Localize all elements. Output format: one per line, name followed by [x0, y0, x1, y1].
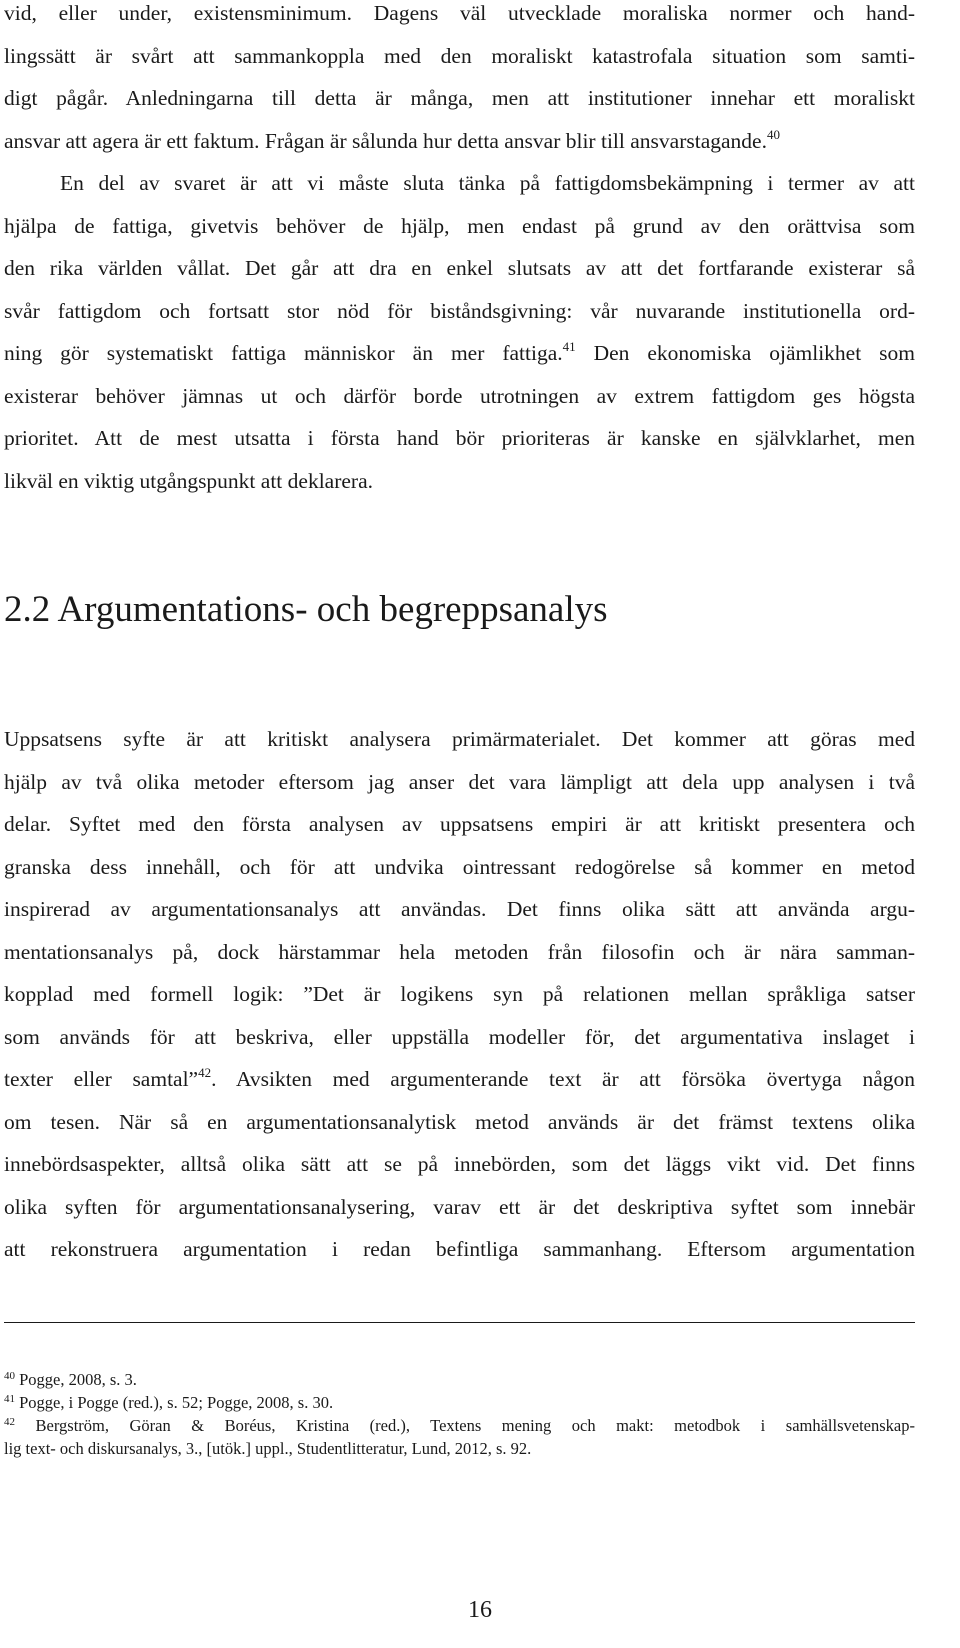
footnote-text: Pogge, i Pogge (red.), s. 52; Pogge, 2008, s. 30.	[19, 1393, 334, 1412]
footnote-42	[4, 1414, 915, 1437]
text-line: olika syften för argumentationsanalysering, varav ett är det deskriptiva syftet som innebär	[4, 1194, 915, 1219]
footnote-42-continued: lig text- och diskursanalys, 3., [utök.] uppl., Studentlitteratur, Lund, 2012, s. 92.	[4, 1439, 532, 1458]
text-segment: ning gör systematiskt fattiga människor än mer fattiga.	[4, 341, 563, 365]
text-segment: . Avsikten med argumenterande text är att försöka övertyga någon	[211, 1067, 915, 1091]
text-segment: Den ekonomiska ojämlikhet som	[575, 341, 915, 365]
footnotes	[4, 1368, 915, 1460]
text-line: delar. Syftet med den första analysen av uppsatsens empiri är att kritiskt presentera och	[4, 812, 915, 836]
text-line: hjälpa de fattiga, givetvis behöver de hjälp, men endast på grund av den orättvisa som	[4, 213, 915, 238]
text-line: Uppsatsens syfte är att kritiskt analysera primärmaterialet. Det kommer att göras med	[4, 727, 915, 751]
text-line: digt pågår. Anledningarna till detta är många, men att institutioner innehar ett moraliskt	[4, 86, 915, 110]
footnote-ref-41: 41	[562, 339, 576, 354]
text-line	[4, 332, 915, 375]
footnote-text: Pogge, 2008, s. 3.	[19, 1370, 137, 1389]
footnote-number: 41	[4, 1393, 15, 1405]
text-line: om tesen. När så en argumentationsanalytisk metod används är det främst textens olika	[4, 1109, 915, 1134]
text-line: innebördsaspekter, alltså olika sätt att se på innebörden, som det läggs vikt vid. Det finns	[4, 1152, 915, 1176]
paragraph-2	[4, 162, 915, 502]
paragraph-3	[4, 718, 915, 1271]
text-segment: texter eller samtal”	[4, 1067, 199, 1091]
text-line: mentationsanalys på, dock härstammar hela metoden från filosofin och är nära samman-	[4, 939, 915, 964]
text-line: En del av svaret är att vi måste sluta tänka på fattigdomsbekämpning i termer av att	[60, 171, 915, 195]
footnote-ref-40: 40	[766, 126, 780, 142]
text-line	[4, 120, 915, 163]
text-line: att rekonstruera argumentation i redan befintliga sammanhang. Eftersom argumentation	[4, 1237, 915, 1261]
footnote-text: Bergström, Göran & Boréus, Kristina (red.), Textens mening och makt: metodbok i samhällsvetenskap-	[35, 1416, 915, 1435]
text-line: svår fattigdom och fortsatt stor nöd för biståndsgivning: vår nuvarande institutionella ord-	[4, 298, 915, 323]
text-line: som används för att beskriva, eller uppställa modeller för, det argumentativa inslaget i	[4, 1024, 915, 1049]
text-line: existerar behöver jämnas ut och därför borde utrotningen av extrem fattigdom ges högsta	[4, 383, 915, 408]
text-line: prioritet. Att de mest utsatta i första hand bör prioriteras är kanske en självklarhet, men	[4, 426, 915, 450]
page-number: 16	[468, 1597, 492, 1623]
text-line: kopplad med formell logik: ”Det är logikens syn på relationen mellan språkliga satser	[4, 982, 915, 1006]
footnote-41	[4, 1391, 915, 1414]
text-line: likväl en viktig utgångspunkt att deklarera.	[4, 468, 373, 493]
section-heading: 2.2 Argumentations- och begreppsanalys	[4, 589, 608, 630]
text-line: granska dess innehåll, och för att undvika ointressant redogörelse så kommer en metod	[4, 854, 915, 879]
footnote-ref-42: 42	[198, 1065, 212, 1080]
text-line: inspirerad av argumentationsanalys att användas. Det finns olika sätt att använda argu-	[4, 897, 915, 921]
text-line: den rika världen vållat. Det går att dra en enkel slutsats av att det fortfarande existerar så	[4, 256, 915, 280]
text-line: vid, eller under, existensminimum. Dagens väl utvecklade moraliska normer och hand-	[4, 1, 915, 25]
paragraph-1	[4, 0, 915, 162]
text-line-content: ansvar att agera är ett faktum. Frågan är sålunda hur detta ansvar blir till ansvarstagande.	[4, 128, 767, 153]
footnote-number: 42	[4, 1416, 15, 1428]
text-line: hjälp av två olika metoder eftersom jag anser det vara lämpligt att dela upp analysen i två	[4, 769, 915, 794]
text-line	[4, 1058, 915, 1101]
footnote-number: 40	[4, 1370, 15, 1382]
text-line: lingssätt är svårt att sammankoppla med den moraliskt katastrofala situation som samti-	[4, 43, 915, 68]
footnote-40	[4, 1368, 915, 1391]
footnote-divider	[4, 1322, 915, 1323]
